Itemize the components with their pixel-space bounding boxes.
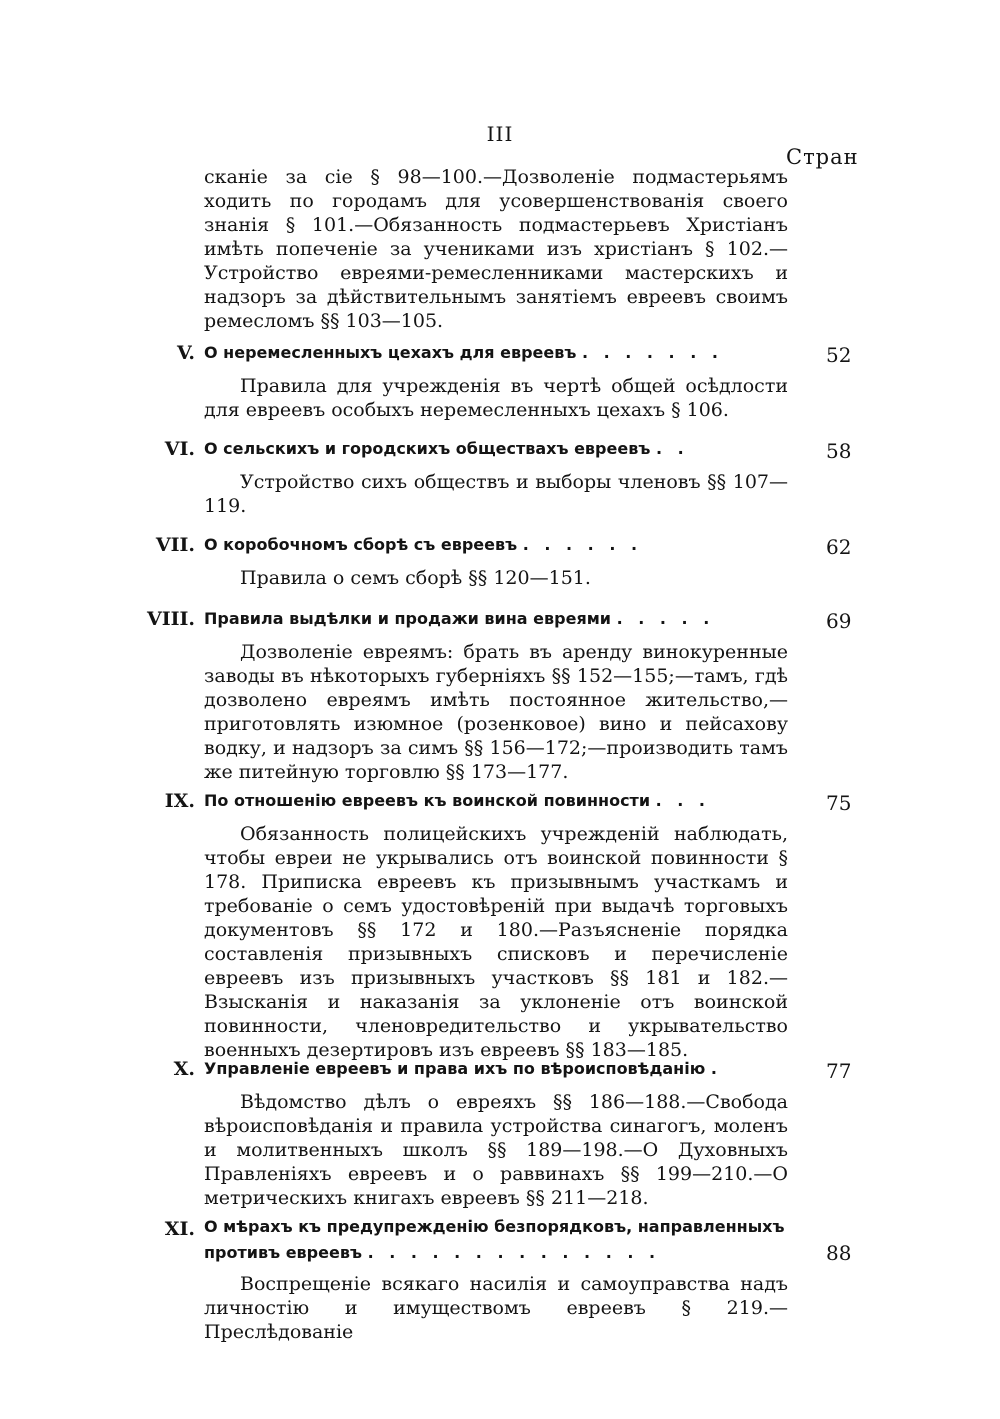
section-summary: Обязанность полицейскихъ учрежденій наблюдать, чтобы евреи не укрывались отъ воинской повинности § 178. Приписка евреевъ къ призывнымъ участкамъ и требованіе о семъ удостовѣреній при выдачѣ торговыхъ документовъ §§ 172 и 180.—Разъясненіе порядка составленія призывныхъ списковъ и перечисленіе евреевъ изъ призывныхъ участковъ §§ 181 и 182.—Взысканія и наказанія за уклоненіе отъ воинской повинности, членовредительство и укрывательство военныхъ дезертировъ изъ евреевъ §§ 183—185. <box>204 823 788 1061</box>
section-number: VIII. <box>146 608 195 630</box>
section-title: О неремесленныхъ цехахъ для евреевъ . . . . . . . <box>204 343 723 362</box>
section-summary: Правила о семъ сборѣ §§ 120—151. <box>240 567 591 589</box>
section-number: X. <box>173 1058 195 1080</box>
section-number: IX. <box>164 790 195 812</box>
section-title: О коробочномъ сборѣ съ евреевъ . . . . . . <box>204 535 643 554</box>
section-number: VII. <box>155 534 195 556</box>
toc-section-10 <box>0 1054 1000 1210</box>
section-page: 77 <box>826 1059 852 1083</box>
toc-section-7 <box>0 530 1000 590</box>
toc-section-9 <box>0 786 1000 1062</box>
page-column-label: Стран <box>786 145 859 169</box>
section-page: 62 <box>826 535 852 559</box>
section-title: О сельскихъ и городскихъ обществахъ евреевъ . . <box>204 439 689 458</box>
continued-paragraph: сканіе за сіе § 98—100.—Дозволеніе подмастерьямъ ходить по городамъ для усовершенствованія своего знанія § 101.—Обязанность подмастерьевъ Христіанъ имѣть попеченіе за учениками изъ христіанъ § 102.—Устройство евреями-ремесленниками мастерскихъ и надзоръ за дѣйствительнымъ занятіемъ евреевъ своимъ ремесломъ §§ 103—105. <box>204 166 788 332</box>
toc-section-5 <box>0 338 1000 422</box>
toc-section-11 <box>0 1214 1000 1344</box>
toc-section-6 <box>0 434 1000 518</box>
section-summary: Вѣдомство дѣлъ о евреяхъ §§ 186—188.—Свобода вѣроисповѣданія и правила устройства синагогъ, моленъ и молитвенныхъ школъ §§ 189—198.—О Духовныхъ Правленіяхъ евреевъ и о раввинахъ §§ 199—210.—О метрическихъ книгахъ евреевъ §§ 211—218. <box>204 1091 788 1209</box>
section-page: 88 <box>826 1241 852 1265</box>
section-page: 52 <box>826 343 852 367</box>
section-title: Правила выдѣлки и продажи вина евреями . . . . . <box>204 609 715 628</box>
section-title: Управленіе евреевъ и права ихъ по вѣроисповѣданію . <box>204 1059 722 1078</box>
toc-section-8 <box>0 604 1000 784</box>
section-summary: Воспрещеніе всякаго насилія и самоуправства надъ личностію и имуществомъ евреевъ § 219.—Преслѣдованіе <box>204 1273 788 1343</box>
section-number: XI. <box>164 1218 195 1240</box>
section-summary: Устройство сихъ обществъ и выборы членовъ §§ 107—119. <box>204 471 788 517</box>
section-summary: Правила для учрежденія въ чертѣ общей осѣдлости для евреевъ особыхъ неремесленныхъ цехахъ § 106. <box>204 375 788 421</box>
page-number: III <box>486 122 514 146</box>
section-page: 58 <box>826 439 852 463</box>
section-number: VI. <box>164 438 195 460</box>
section-page: 69 <box>826 609 852 633</box>
section-page: 75 <box>826 791 852 815</box>
section-title: О мѣрахъ къ предупрежденію безпорядковъ, направленныхъ противъ евреевъ . . . . . . . . . . . . . . <box>204 1217 785 1262</box>
section-title: По отношенію евреевъ къ воинской повинности . . . <box>204 791 710 810</box>
section-number: V. <box>176 342 195 364</box>
section-summary: Дозволеніе евреямъ: брать въ аренду винокуренные заводы въ нѣкоторыхъ губерніяхъ §§ 152—155;—тамъ, гдѣ дозволено евреямъ имѣть постоянное жительство,—приготовлять изюмное (розенковое) вино и пейсахову водку, и надзоръ за симъ §§ 156—172;—производить тамъ же питейную торговлю §§ 173—177. <box>204 641 788 783</box>
